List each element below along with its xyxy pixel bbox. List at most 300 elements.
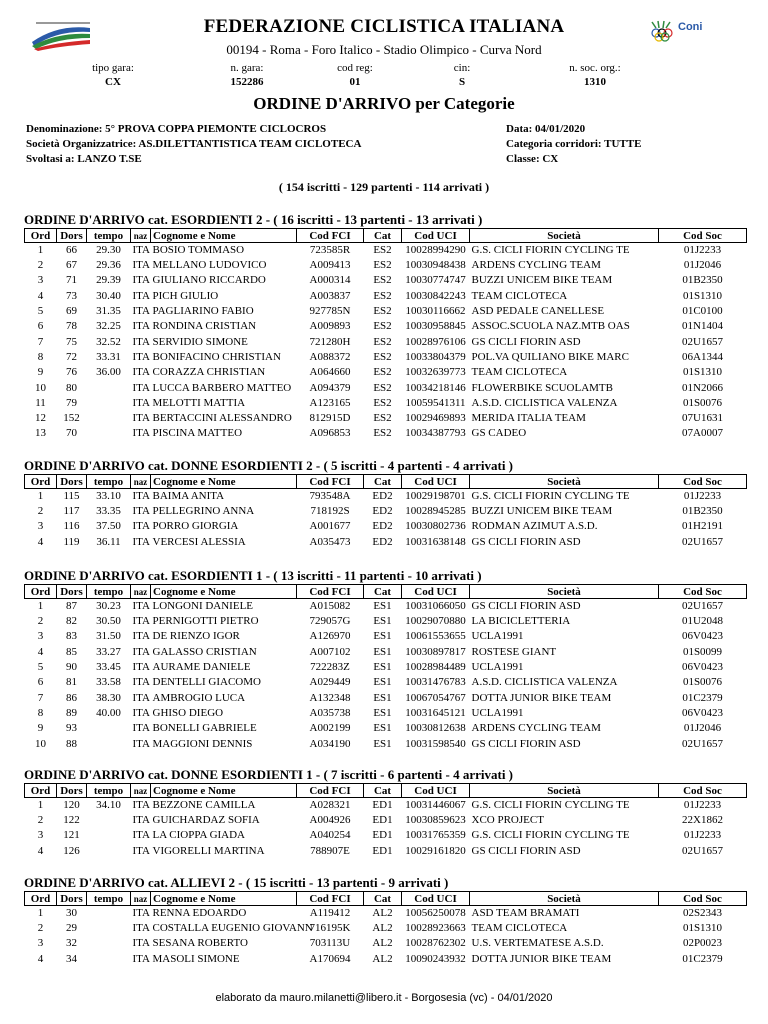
cell-name: GHISO DIEGO [152,706,224,719]
cell-naz: ITA [132,505,150,518]
cell-cod-uci: 10034387793 [405,427,466,440]
column-header-cod-uci: Cod UCI [402,229,470,243]
cell-cod-soc: 02U1657 [682,600,723,612]
cell-dors: 116 [63,520,80,533]
cell-societa: UCLA1991 [471,661,524,674]
cell-cod-uci: 10029161820 [405,844,466,857]
cell-cod-uci: 10032639773 [405,366,466,379]
cell-cod-fci: A002199 [309,722,351,735]
cell-naz: ITA [132,305,150,318]
cell-cod-fci: A009893 [309,320,351,333]
cell-tempo [87,721,131,736]
cell-naz: ITA [132,814,150,827]
column-header-cod-fci: Cod FCI [297,585,364,599]
cell-tempo: 38.30 [96,691,121,704]
federation-address: 00194 - Roma - Foro Italico - Stadio Olimpico - Curva Nord [226,42,542,57]
cell-cod-fci: A132348 [309,691,351,704]
table-row [25,828,747,843]
column-header-naz: naz [131,475,151,489]
categoria-text: Categoria corridori: TUTTE [506,138,642,150]
cell-ord: 10 [35,381,46,394]
column-header-dors: Dors [57,229,87,243]
cell-ord: 1 [37,490,44,502]
table-row [25,952,747,967]
cell-ord: 12 [35,412,46,425]
cell-cod-uci: 10028994290 [405,244,466,256]
cell-ord: 9 [37,366,44,379]
cell-tempo: 33.10 [96,490,121,502]
cell-societa: G.S. CICLI FIORIN CYCLING TE [471,490,630,502]
column-header-cod-fci: Cod FCI [297,784,364,798]
table-row [25,535,747,550]
cell-naz: ITA [132,335,150,348]
table-row [25,504,747,519]
cell-naz: ITA [132,630,150,643]
table-row [25,660,747,675]
column-header-name: Cognome e Nome [151,784,297,798]
column-header-ord: Ord [25,229,57,243]
cell-cod-uci: 10028762302 [405,937,466,950]
cell-cod-soc: 01J2233 [683,490,722,502]
cell-cod-soc: 01J2233 [683,799,722,811]
cell-cat: ES2 [373,396,392,409]
cell-dors: 80 [66,381,77,394]
table-header-row [25,475,747,489]
cell-naz: ITA [132,706,150,719]
cell-cod-soc: 07U1631 [682,412,723,425]
table-header-row [25,585,747,599]
cell-naz: ITA [132,289,150,302]
cell-cod-uci: 10030802736 [405,520,466,533]
overall-summary: ( 154 iscritti - 129 partenti - 114 arrivati ) [278,180,490,194]
column-header-tempo: tempo [87,229,131,243]
cell-cod-fci: A170694 [309,952,351,965]
cell-naz: ITA [132,645,150,658]
cell-ord: 9 [37,722,44,735]
cell-name: BOSIO TOMMASO [152,244,245,256]
cell-societa: RODMAN AZIMUT A.S.D. [471,520,598,533]
cell-cat: ES2 [373,412,392,425]
cell-naz: ITA [132,937,150,950]
cell-name: PELLEGRINO ANNA [152,505,255,518]
cell-ord: 1 [37,799,44,811]
cell-cat: ED1 [372,814,393,827]
cell-societa: ROSTESE GIANT [471,645,557,658]
column-header-societa: Società [470,475,659,489]
column-header-cod-soc: Cod Soc [659,585,747,599]
cell-tempo: 40.00 [96,706,121,719]
cell-cod-uci: 10090243932 [405,952,466,965]
cell-societa: MERIDA ITALIA TEAM [471,412,586,425]
cell-cat: ES1 [373,706,392,719]
cell-name: BEZZONE CAMILLA [152,799,256,811]
coni-logo-text: Coni [678,21,703,33]
cell-cod-fci: A003837 [309,289,351,302]
results-section [24,458,746,550]
cell-name: PERNIGOTTI PIETRO [152,615,259,628]
cell-name: LONGONI DANIELE [152,600,254,612]
table-row [25,599,747,615]
cell-naz: ITA [132,844,150,857]
cell-cod-soc: 01S0076 [682,396,723,409]
cell-tempo: 29.36 [96,259,121,272]
cell-cod-soc: 06V0423 [682,661,723,674]
cell-cat: AL2 [372,907,393,919]
cell-dors: 86 [66,691,77,704]
meta-tipo-gara [63,62,163,89]
meta-value: CX [105,76,121,88]
cell-ord: 8 [37,706,44,719]
meta-label: n. soc. org.: [569,62,621,74]
cell-naz: ITA [132,396,150,409]
cell-cod-fci: A035738 [309,706,351,719]
column-header-cat: Cat [364,585,402,599]
cell-tempo: 33.27 [96,645,121,658]
cell-naz: ITA [132,615,150,628]
cell-dors: 76 [66,366,77,379]
cell-societa: UCLA1991 [471,630,524,643]
cell-cod-fci: A034190 [309,737,351,750]
cell-societa: G.S. CICLI FIORIN CYCLING TE [471,829,630,842]
table-row [25,721,747,736]
column-header-ord: Ord [25,784,57,798]
cell-dors: 152 [63,412,80,425]
cell-societa: ARDENS CYCLING TEAM [471,259,601,272]
cell-cod-fci: A028321 [309,799,351,811]
cell-cod-uci: 10030116662 [405,305,466,318]
table-row [25,365,747,380]
cell-cod-soc: 01C2379 [682,691,723,704]
cell-cod-uci: 10031645121 [405,706,466,719]
column-header-name: Cognome e Nome [151,892,297,906]
column-header-cod-uci: Cod UCI [402,585,470,599]
column-header-naz: naz [131,784,151,798]
cell-cat: ES1 [373,615,392,628]
cell-cat: AL2 [372,937,393,950]
column-header-cod-uci: Cod UCI [402,892,470,906]
cell-tempo [87,380,131,395]
cell-cat: AL2 [372,922,393,935]
cell-societa: GS CICLI FIORIN ASD [471,737,581,750]
cell-dors: 119 [63,535,80,548]
cell-dors: 73 [66,289,77,302]
cell-cod-uci: 10029070880 [405,615,466,628]
cell-ord: 4 [37,535,44,548]
cell-cod-soc: 02P0023 [682,937,723,950]
cell-cod-fci: A001677 [309,520,351,533]
cell-tempo: 30.23 [96,600,121,612]
cell-cat: ES1 [373,676,392,689]
cell-dors: 83 [66,630,77,643]
column-header-societa: Società [470,892,659,906]
cell-cod-soc: 01J2233 [683,829,722,842]
cell-dors: 82 [66,615,77,628]
table-header-row [25,229,747,243]
cell-cat: ES2 [373,244,392,256]
cell-societa: DOTTA JUNIOR BIKE TEAM [471,691,612,704]
cell-ord: 7 [37,691,44,704]
cell-cod-fci: 788907E [310,844,350,857]
cell-cod-fci: A064660 [309,366,351,379]
cell-name: BERTACCINI ALESSANDRO [152,412,292,425]
cell-naz: ITA [132,320,150,333]
cell-naz: ITA [132,490,150,502]
cell-ord: 6 [37,320,44,333]
section-title: ORDINE D'ARRIVO cat. ESORDIENTI 1 - ( 13 iscritti - 11 partenti - 10 arrivati ) [24,568,482,583]
cell-ord: 4 [37,952,44,965]
column-header-tempo: tempo [87,892,131,906]
cell-naz: ITA [132,520,150,533]
cell-dors: 32 [66,937,77,950]
results-table [24,891,747,967]
cell-dors: 85 [66,645,77,658]
cell-cat: ES2 [373,259,392,272]
cell-ord: 4 [37,645,44,658]
cell-tempo: 31.50 [96,630,121,643]
cell-cod-fci: 723585R [309,244,351,256]
federation-title: FEDERAZIONE CICLISTICA ITALIANA [203,16,565,37]
cell-societa: A.S.D. CICLISTICA VALENZA [471,676,618,689]
column-header-societa: Società [470,585,659,599]
cell-dors: 30 [66,907,77,919]
cell-tempo [87,844,131,859]
cell-cod-fci: 721280H [309,335,351,348]
cell-dors: 67 [66,259,77,272]
societa-organizzatrice-text: Società Organizzatrice: AS.DILETTANTISTICA TEAM CICLOTECA [26,138,362,150]
cell-cod-uci: 10034218146 [405,381,466,394]
results-section [24,767,746,859]
cell-dors: 81 [66,676,77,689]
cell-cod-uci: 10033804379 [405,350,466,363]
results-table [24,228,747,442]
meta-cod-reg [305,62,405,89]
cell-cod-uci: 10028984489 [405,661,466,674]
meta-value: 1310 [584,76,606,88]
table-row [25,519,747,534]
cell-cat: ED2 [372,535,393,548]
cell-tempo [87,921,131,936]
table-row [25,334,747,349]
race-info-left [26,122,361,167]
meta-label: n. gara: [230,62,264,74]
table-header-row [25,892,747,906]
cell-name: MAGGIONI DENNIS [152,737,253,750]
cell-dors: 29 [66,922,77,935]
cell-cod-uci: 10031446067 [405,799,466,811]
cell-cod-soc: 02U1657 [682,844,723,857]
cell-cod-soc: 02U1657 [682,335,723,348]
table-row [25,396,747,411]
column-header-ord: Ord [25,585,57,599]
cell-name: LUCCA BARBERO MATTEO [152,381,292,394]
cell-tempo [87,396,131,411]
column-header-cod-fci: Cod FCI [297,475,364,489]
page-title: ORDINE D'ARRIVO per Categorie [253,94,515,113]
cell-dors: 89 [66,706,77,719]
table-header-row [25,784,747,798]
cell-cod-soc: 01N1404 [682,320,723,333]
cell-cod-fci: A015082 [309,600,351,612]
cell-name: PORRO GIORGIA [152,520,239,533]
meta-label: cin: [453,62,471,74]
cell-societa: BUZZI UNICEM BIKE TEAM [471,274,613,287]
column-header-name: Cognome e Nome [151,585,297,599]
cell-cat: ED2 [372,520,393,533]
meta-n-soc-org [545,62,645,89]
cell-societa: ASD PEDALE CANELLESE [471,305,605,318]
cell-ord: 1 [37,907,44,919]
section-title: ORDINE D'ARRIVO cat. ESORDIENTI 2 - ( 16 iscritti - 13 partenti - 13 arrivati ) [24,212,483,227]
column-header-naz: naz [131,585,151,599]
cell-cod-fci: 716195K [309,922,351,935]
cell-cod-uci: 10031598540 [405,737,466,750]
cell-cod-fci: A126970 [309,630,351,643]
column-header-name: Cognome e Nome [151,229,297,243]
cell-ord: 4 [37,289,44,302]
table-row [25,629,747,644]
cell-name: GIULIANO RICCARDO [152,274,266,287]
cell-name: GUICHARDAZ SOFIA [152,814,260,827]
cell-name: DE RIENZO IGOR [152,630,240,643]
cell-societa: A.S.D. CICLISTICA VALENZA [471,396,618,409]
table-row [25,304,747,319]
cell-name: VERCESI ALESSIA [152,535,246,548]
column-header-cat: Cat [364,229,402,243]
cell-naz: ITA [132,535,150,548]
cell-tempo: 36.00 [96,366,121,379]
cell-ord: 5 [37,661,44,674]
cell-cat: ED2 [372,490,393,502]
meta-value: 152286 [230,76,264,88]
cell-naz: ITA [132,661,150,674]
table-row [25,273,747,288]
cell-ord: 3 [37,520,44,533]
cell-tempo: 33.31 [96,350,121,363]
cell-cod-uci: 10028945285 [405,505,466,518]
cell-cod-uci: 10031066050 [405,600,466,612]
cell-cod-soc: 02S2343 [682,907,723,919]
cell-cod-uci: 10056250078 [405,907,466,919]
cell-name: GALASSO CRISTIAN [152,645,257,658]
cell-cod-uci: 10067054767 [405,691,466,704]
column-header-cod-soc: Cod Soc [659,229,747,243]
cell-societa: GS CICLI FIORIN ASD [471,844,581,857]
column-header-cod-fci: Cod FCI [297,892,364,906]
cell-ord: 3 [37,937,44,950]
cell-societa: GS CICLI FIORIN ASD [471,600,581,612]
section-title: ORDINE D'ARRIVO cat. DONNE ESORDIENTI 2 - ( 5 iscritti - 4 partenti - 4 arrivati ) [24,458,514,473]
cell-societa: TEAM CICLOTECA [471,922,568,935]
column-header-societa: Società [470,784,659,798]
cell-cod-soc: 01B2350 [682,274,723,287]
cell-cod-soc: 06V0423 [682,630,723,643]
cell-cod-soc: 01S0076 [682,676,723,689]
column-header-societa: Società [470,229,659,243]
cell-societa: FLOWERBIKE SCUOLAMTB [471,381,613,394]
cell-dors: 122 [63,814,80,827]
cell-societa: ARDENS CYCLING TEAM [471,722,601,735]
table-row [25,645,747,660]
cell-naz: ITA [132,737,150,750]
cell-dors: 117 [63,505,80,518]
cell-cat: ES1 [373,661,392,674]
cell-societa: GS CADEO [471,427,527,440]
cell-cod-soc: 01H2191 [682,520,723,533]
cell-ord: 2 [37,814,44,827]
cell-dors: 69 [66,305,77,318]
cell-cod-uci: 10059541311 [405,396,466,409]
footer-credit: elaborato da mauro.milanetti@libero.it - Borgosesia (vc) - 04/01/2020 [215,992,553,1004]
cell-name: MELOTTI MATTIA [152,396,246,409]
cell-tempo: 33.45 [96,661,121,674]
cell-cat: ES1 [373,645,392,658]
column-header-ord: Ord [25,892,57,906]
cell-cod-soc: 01U2048 [682,615,723,628]
cell-dors: 121 [63,829,80,842]
cell-tempo [87,411,131,426]
cell-cat: ES2 [373,305,392,318]
cell-tempo [87,736,131,751]
section-title: ORDINE D'ARRIVO cat. DONNE ESORDIENTI 1 - ( 7 iscritti - 6 partenti - 4 arrivati ) [24,767,514,782]
cell-dors: 88 [66,737,77,750]
cell-naz: ITA [132,259,150,272]
cell-cat: ES1 [373,600,392,612]
cell-name: LA CIOPPA GIADA [152,829,246,842]
cell-cod-uci: 10061553655 [405,630,466,643]
cell-name: DENTELLI GIACOMO [152,676,261,689]
column-header-cod-soc: Cod Soc [659,475,747,489]
cell-cat: AL2 [372,952,393,965]
table-row [25,936,747,951]
cell-naz: ITA [132,381,150,394]
cell-cat: ED1 [372,844,393,857]
cell-tempo: 36.11 [96,535,121,548]
column-header-cod-soc: Cod Soc [659,784,747,798]
results-table [24,783,747,859]
cell-ord: 13 [35,427,46,440]
cell-ord: 3 [37,829,44,842]
cell-tempo: 32.25 [96,320,121,333]
column-header-name: Cognome e Nome [151,475,297,489]
cell-cod-soc: 02U1657 [682,737,723,750]
cell-cat: ED1 [372,799,393,811]
cell-naz: ITA [132,799,150,811]
cell-cod-fci: A029449 [309,676,351,689]
cell-cod-fci: 927785N [309,305,351,318]
meta-label: tipo gara: [92,62,134,74]
cell-dors: 78 [66,320,77,333]
cell-cod-fci: 718192S [310,505,350,518]
table-row [25,675,747,690]
cell-cod-uci: 10031638148 [405,535,466,548]
cell-naz: ITA [132,427,150,440]
cell-tempo: 37.50 [96,520,121,533]
table-row [25,798,747,814]
column-header-tempo: tempo [87,585,131,599]
cell-ord: 3 [37,630,44,643]
cell-dors: 75 [66,335,77,348]
cell-societa: G.S. CICLI FIORIN CYCLING TE [471,799,630,811]
table-row [25,426,747,441]
cell-name: PAGLIARINO FABIO [152,305,254,318]
cell-societa: U.S. VERTEMATESE A.S.D. [471,937,604,950]
cell-naz: ITA [132,350,150,363]
cell-cod-uci: 10030897817 [405,645,466,658]
results-section [24,212,746,442]
table-row [25,906,747,922]
column-header-dors: Dors [57,784,87,798]
table-row [25,844,747,859]
